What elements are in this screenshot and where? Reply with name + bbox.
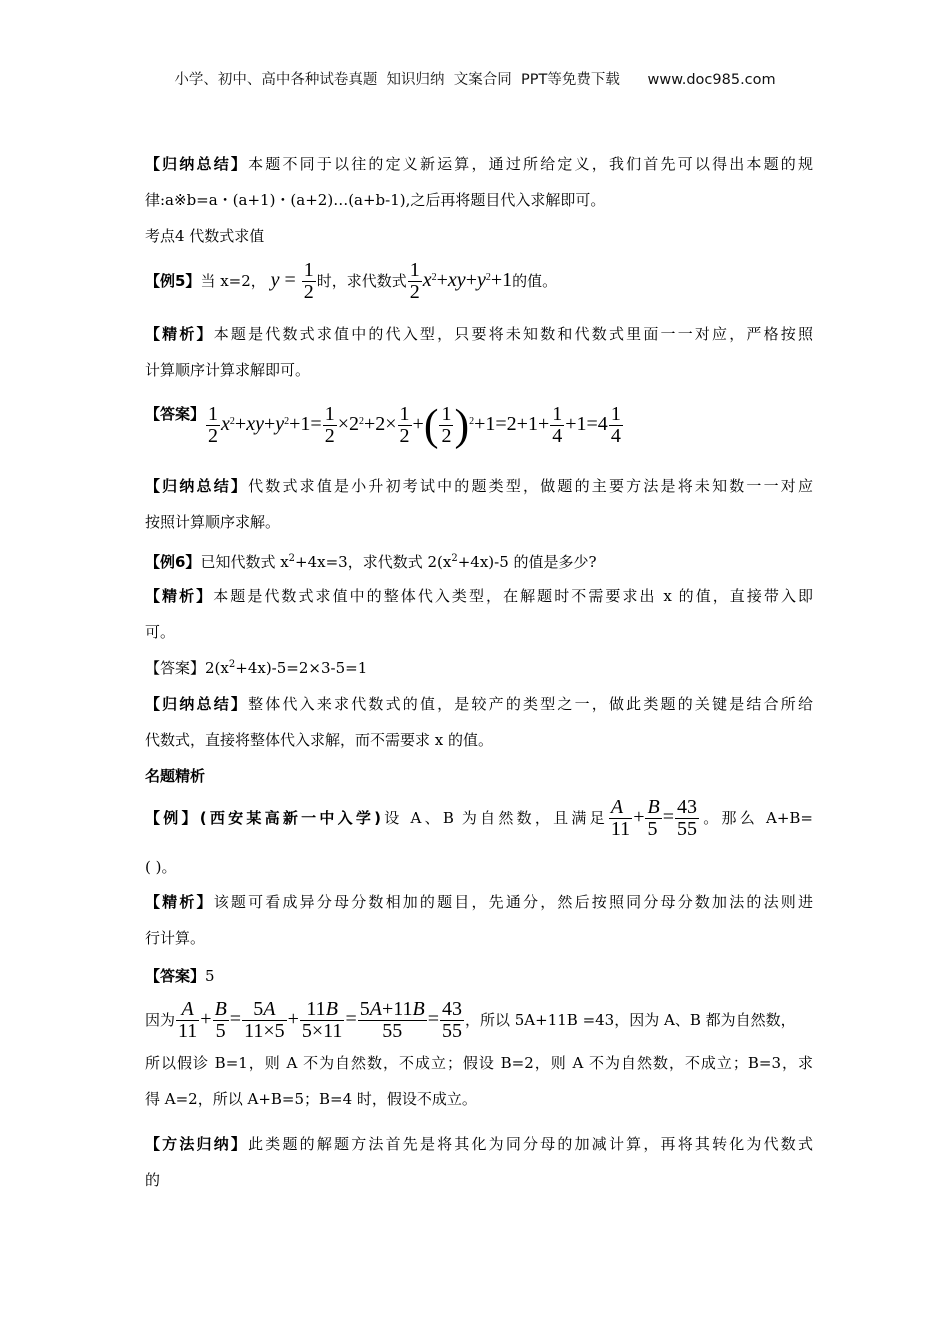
example-6-question: 【例6】已知代数式 $x^2+4x=3$，求代数式 $2(x^2+4x)-5$ 的值是多少?	[145, 553, 597, 571]
analysis-tag: 【精析】	[145, 325, 214, 343]
example-7-question: 【例】(西安某高新一中入学)设 A、B 为自然数，且满足 $\frac{A}{11}$ + $\frac{B}{5}$ = $\frac{43}{55}$ 。那么 A+B= ( )。	[145, 795, 813, 876]
summary-line-2: 律:a※b=a・(a+1)・(a+2)…(a+b-1),之后再将题目代入求解即可。	[145, 191, 606, 209]
example-5-question: 【例5】当 x=2， y = $\frac{1}{2}$ 时，求代数式 $\frac{1}{2}$ $x^2+xy+y^2+1$的值。	[145, 258, 558, 303]
example-7-analysis: 【精析】该题可看成异分母分数相加的题目，先通分，然后按照同分母分数加法的法则进 行计算。	[145, 893, 813, 947]
summary-line-1: 【归纳总结】本题不同于以往的定义新运算，通过所给定义，我们首先可以得出本题的规	[145, 155, 813, 173]
summary-tag: 【归纳总结】	[145, 155, 249, 173]
page-header: 小学、初中、高中各种试卷真题 知识归纳 文案合同 PPT等免费下载 www.doc985.com	[174, 72, 776, 88]
kaodian-heading: 考点4 代数式求值	[145, 227, 265, 245]
example-6-tag: 【例6】	[145, 553, 201, 571]
formula-expression: $\frac{1}{2}$ $x^2+xy+y^2+1$	[409, 258, 513, 303]
answer-tag: 【答案】	[145, 405, 206, 423]
example-6-analysis: 【精析】本题是代数式求值中的整体代入类型，在解题时不需要求出 x 的值，直接带入即 可。	[145, 587, 813, 641]
formula-y-half: y = $\frac{1}{2}$	[270, 258, 314, 303]
mingti-heading: 名题精析	[145, 767, 206, 785]
example-6-answer: 【答案】$2(x^2+4x)-5=2\times 3-5=1$	[145, 659, 368, 677]
example-7-answer: 【答案】5	[145, 967, 215, 985]
summary-paragraph-2: 【归纳总结】代数式求值是小升初考试中的题类型，做题的主要方法是将未知数一一对应 按照计算顺序求解。	[145, 477, 813, 531]
method-summary: 【方法归纳】此类题的解题方法首先是将其化为同分母的加减计算，再将其转化为代数式 的	[145, 1135, 813, 1189]
summary-paragraph-1	[145, 146, 813, 218]
answer-formula: $\frac{1}{2}$ $x^2+xy+y^2+1=$ $\frac{1}{2}$ $\times 2^2+2\times$ $\frac{1}{2}$ +( $\frac{1}{2}$ )$^2$+1=2+1+ $\frac{1}{4}$ +1=4 $\frac{1}{4}$	[208, 400, 621, 450]
example-7-solution: 因为 $\frac{A}{11}$ + $\frac{B}{5}$ = $\frac{5A}{11\times 5}$ + $\frac{11B}{5\times 11}$ = $\frac{5A+11B}{55}$ = $\frac{43}{55}$ ，所以 5A+11B =43，因为 A、B 都为自然数， 所以假诊 B=1，则 A 不为自然数，不成立；假设 B=2，则 A 不为自然数，不成立；B=3，求 得 A=2，所以 A+B=5；B=4 时，假设不成立。	[145, 997, 813, 1108]
example-5-answer	[145, 396, 813, 453]
solution-formula: $\frac{A}{11}$ + $\frac{B}{5}$ = $\frac{5A}{11\times 5}$ + $\frac{11B}{5\times 11}$ = $\frac{5A+11B}{55}$ = $\frac{43}{55}$	[178, 997, 462, 1042]
example-5-tag: 【例5】	[145, 272, 201, 290]
summary-paragraph-3: 【归纳总结】整体代入来求代数式的值，是较产的类型之一，做此类题的关键是结合所给 代数式，直接将整体代入求解，而不需要求 x 的值。	[145, 695, 813, 749]
condition-formula: $\frac{A}{11}$ + $\frac{B}{5}$ = $\frac{43}{55}$	[610, 795, 697, 840]
example-5-analysis: 【精析】本题是代数式求值中的代入型，只要将未知数和代数式里面一一对应，严格按照 计算顺序计算求解即可。	[145, 325, 813, 379]
